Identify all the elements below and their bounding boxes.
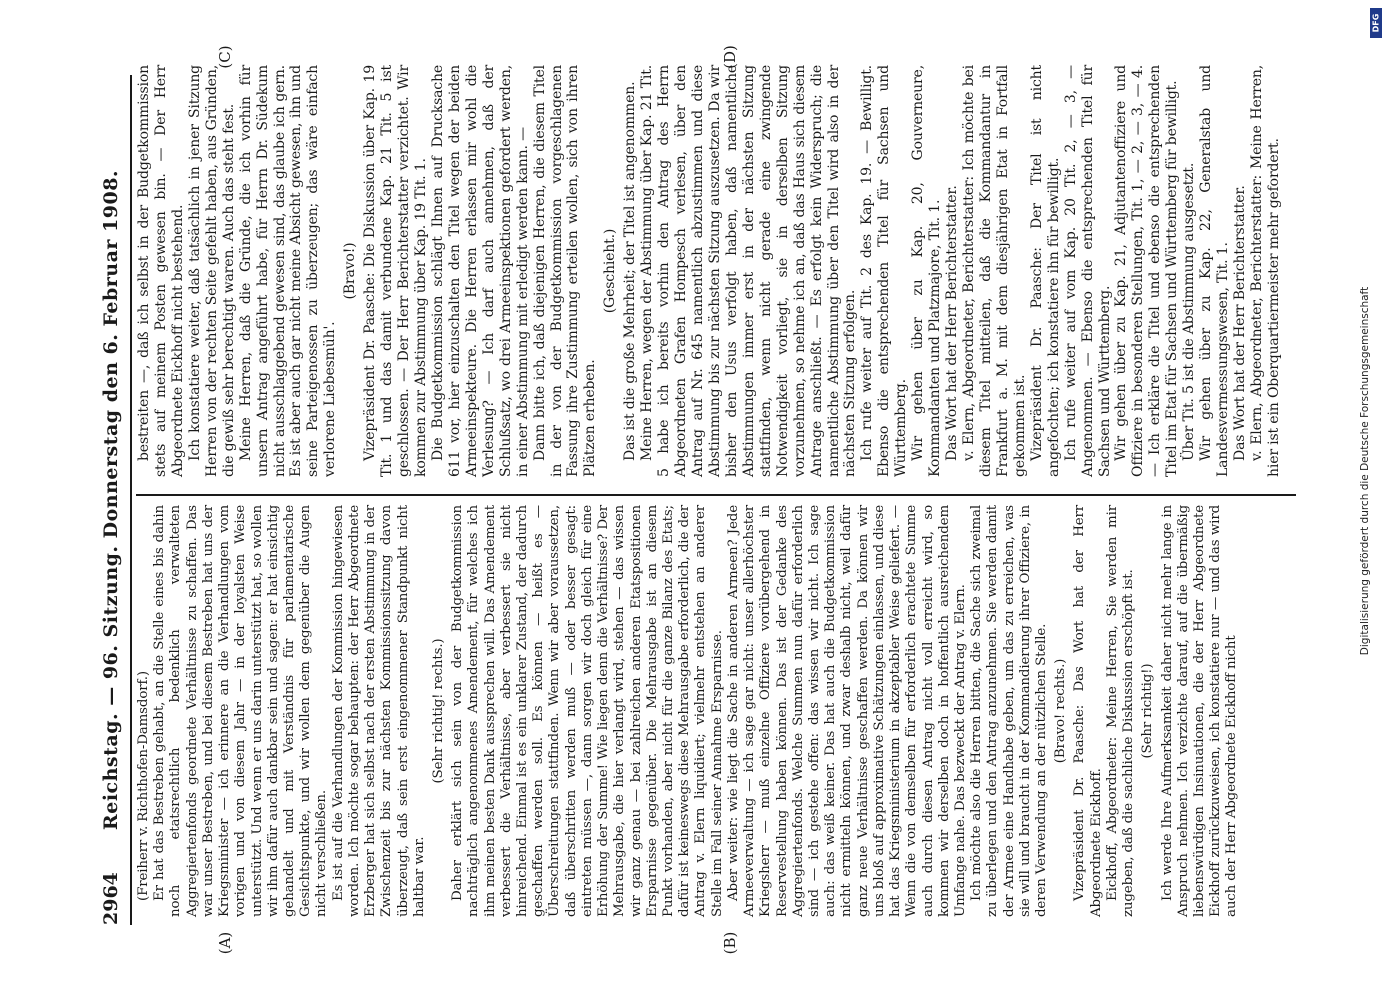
right-column-paragraph: Ich rufe weiter auf vom Kap. 20 Tit. 2, — 3, — Angenommen. — Ebenso die entsprechenden Titel für Sachsen und Württemberg. [1062, 65, 1113, 477]
page-number: 2964 [100, 872, 122, 925]
left-column-paragraph: Daher erklärt sich sein von der Budgetkommission nachträglich angenommenes Amendement, für welches ich ihm meinen besten Dank aussprechen will. Das Amendement verbessert die Verhältnisse, aber verbessert sie nicht hinreichend. Einmal ist es ein unklarer Zustand, der dadurch geschaffen werden soll. Es können — heißt es — Überschreitungen stattfinden. Wenn wir aber voraussetzen, daß überschritten werden muß — oder besser gesagt: eintreten müssen —, dann sorgen wir doch gleich für eine Erhöhung der Summe! Wie liegen denn die Verhältnisse? Der Mehrausgabe, die hier verlangt wird, stehen — das wissen wir ganz genau — bei zahlreichen anderen Etatspositionen Ersparnisse gegenüber. Die Mehrausgabe ist an diesem Punkt vorhanden, aber nicht für die ganze Bilanz des Etats; dafür ist keineswegs diese Mehrausgabe erforderlich, die der Antrag v. Elern liquidiert; vielmehr entstehen an anderer Stelle im Fall seiner Annahme Ersparnisse. [450, 505, 725, 917]
right-column-paragraph: Das Wort hat der Herr Berichterstatter. [1232, 185, 1248, 461]
right-column-paragraph: Wir gehen über zu Kap. 20, Gouverneure, Kommandanten und Platzmajore, Tit. 1. [910, 65, 944, 477]
left-column-paragraph: Eickhoff, Abgeordneter: Meine Herren, Sie werden mir zugeben, daß die sachliche Diskussion erschöpft ist. [1104, 505, 1137, 917]
right-column-paragraph: Meine Herren, wegen der Abstimmung über Kap. 21 Tit. 5 habe ich bereits vorhin den Antrag des Herrn Abgeordneten Grafen Hompesch verlesen, über den Antrag auf Nr. 645 namentlich abzustimmen und diese Abstimmung bis zur nächsten Sitzung auszusetzen. Da wir bisher den Usus verfolgt haben, daß namentliche Abstimmungen immer erst in der nächsten Sitzung stattfinden, wenn nicht gerade eine zwingende Notwendigkeit vorliegt, sie in derselben Sitzung vorzunehmen, so nehme ich an, daß das Haus sich diesem Antrage anschließt. — Es erfolgt kein Widerspruch; die namentliche Abstimmung über den Titel wird also in der nächsten Sitzung erfolgen. [639, 65, 859, 477]
right-text-column [136, 65, 1296, 477]
left-column-paragraph: (Bravo! rechts.) [1053, 658, 1069, 764]
right-column-paragraph: Wir gehen über zu Kap. 22, Generalstab und Landesvermessungswesen, Tit. 1. [1198, 65, 1232, 477]
left-text-column [136, 505, 1296, 917]
right-column-paragraph: v. Elern, Abgeordneter, Berichterstatter: Ich möchte bei diesem Titel mitteilen, daß die Kommandantur in Frankfurt a. M. mit dem diesjährigen Etat in Fortfall gekommen ist. [961, 65, 1028, 477]
digitization-credit [1354, 6, 1376, 996]
dfg-logo-text: DFG [1371, 13, 1381, 33]
left-column-paragraph: Vizepräsident Dr. Paasche: Das Wort hat der Herr Abgeordnete Eickhoff. [1072, 505, 1104, 917]
right-column-paragraph: Meine Herren, daß die Gründe, die ich vorhin für unsern Antrag angeführt habe, für Herrn Dr. Südekum nicht ausschlaggebend gewesen sind, das glaube ich gern. Es ist aber auch gar nicht meine Absicht gewesen, ihn und seine Parteigenossen zu überzeugen; das wäre einfach verlorene Liebesmüh'. [237, 65, 339, 477]
digitization-credit-text: Digitalisierung gefördert durch die Deutsche Forschungsgemeinschaft [1359, 286, 1371, 656]
margin-mark-a: (A) [216, 931, 234, 955]
right-column-paragraph: Die Budgetkommission schlägt Ihnen auf Drucksache 611 vor, hier einzuschalten den Titel wegen der beiden Armeeinspekteure. Die Herren erlassen mir wohl die Verlesung? — Ich darf auch annehmen, daß der Schlußsatz, wo drei Armeeinspektionen gefordert werden, in einer Abstimmung mit erledigt werden kann. — [429, 65, 531, 477]
left-column-paragraph: Aber weiter: wie liegt die Sache in anderen Armeen? Jede Armeeverwaltung — ich sage gar nicht: unser allerhöchster Kriegsherr — muß einzelne Offiziere vorübergehend in Reservestellung haben können. Das ist der Gedanke des Aggregiertenfonds. Welche Summen nun dafür erforderlich sind — ich gestehe offen: das wissen wir nicht. Ich sage auch: das weiß keiner. Das hat auch die Budgetkommission nicht ermitteln können, und zwar deshalb nicht, weil dafür ganz neue Verhältnisse geschaffen werden. Da können wir uns bloß auf approximative Schätzungen einlassen, und diese hat das Kriegsministerium in akzeptabler Weise geliefert. — Wenn die von demselben für erforderlich erachtete Summe auch durch diesen Antrag nicht voll erreicht wird, so kommen wir derselben doch in hoffentlich ausreichendem Umfange nahe. Das bezweckt der Antrag v. Elern. [725, 505, 968, 917]
left-column-paragraph: Ich möchte also die Herren bitten, die Sache sich zweimal zu überlegen und den Antrag anzunehmen. Sie werden damit der Armee eine Handhabe geben, um das zu erreichen, was sie will und braucht in der Kommandierung ihrer Offiziere, in deren Verwendung an der nützlichen Stelle. [969, 505, 1050, 917]
header-rule [130, 75, 132, 925]
left-column-paragraph: (Sehr richtig!) [1140, 663, 1156, 759]
page-header [100, 75, 128, 925]
right-column-paragraph: bestreiten —, daß ich selbst in der Budgetkommission stets auf meinem Posten gewesen bin. — Der Herr Abgeordnete Eickhoff nicht bestehend. [136, 65, 186, 477]
margin-mark-c: (C) [216, 45, 234, 69]
right-column-paragraph: Dann bitte ich, daß diejenigen Herren, die diesem Titel in der von der Budgetkommission vorgeschlagenen Fassung ihre Zustimmung erteilen wollen, sich von ihren Plätzen erheben. [531, 65, 599, 477]
page-header-title: Reichstag. — 96. Sitzung. Donnerstag den 6. Februar 1908. [100, 169, 122, 831]
right-column-paragraph: (Geschieht.) [602, 228, 619, 314]
left-column-paragraph: Es ist auf die Verhandlungen der Kommission hingewiesen worden. Ich möchte sogar behaupten: der Herr Abgeordnete Erzberger hat sich selbst nach der ersten Abstimmung in der Zwischenzeit bis zur nächsten Kommissionssitzung davon überzeugt, daß sein erst eingenommener Standpunkt nicht haltbar war. [330, 505, 427, 917]
document-page [66, 35, 1316, 965]
right-column-paragraph: (Bravo!) [342, 242, 359, 300]
right-column-paragraph: Das ist die große Mehrheit; der Titel ist angenommen. [622, 81, 639, 461]
right-column-paragraph: v. Elern, Abgeordneter, Berichterstatter: Meine Herren, hier ist ein Oberquartiermeister mehr gefordert. [1248, 65, 1282, 477]
left-column-paragraph: Er hat das Bestreben gehabt, an die Stelle eines bis dahin noch etatsrechtlich bedenklich verwalteten Aggregiertenfonds geordnete Verhältnisse zu schaffen. Das war unser Bestreben, und bei diesem Bestreben hat uns der Kriegsminister — ich erinnere an die Verhandlungen vom vorigen und von diesem Jahr — in der loyalsten Weise unterstützt. Und wenn er uns darin unterstützt hat, so wollen wir ihm dafür auch dankbar sein und sagen: er hat einsichtig gehandelt und mit Verständnis für parlamentarische Gesichtspunkte, und wir wollen dem gegenüber die Augen nicht verschließen. [152, 505, 330, 917]
margin-mark-b: (B) [721, 931, 739, 955]
dfg-logo [1370, 8, 1382, 38]
left-column-paragraph: Ich werde Ihre Aufmerksamkeit daher nicht mehr lange in Anspruch nehmen. Ich verzichte darauf, auf die übermäßig liebenswürdigen Insinuationen, die der Herr Abgeordnete Eickhoff zurückzuweisen, ich konstatiere nur — und das wird auch der Herr Abgeordnete Eickhoff nicht [1159, 505, 1240, 917]
right-column-paragraph: Wir gehen über zu Kap. 21, Adjutantenoffiziere und Offiziere in besonderen Stellungen, Tit. 1, — 2, — 3, — 4. — Ich erkläre die Titel und ebenso die entsprechenden Titel im Etat für Sachsen und Württemberg für bewilligt. [1113, 65, 1181, 477]
right-column-paragraph: Das Wort hat der Herr Berichterstatter. [944, 185, 961, 461]
right-column-paragraph: Ich rufe weiter auf Tit. 2 des Kap. 19. — Bewilligt. Ebenso die entsprechenden Titel für Sachsen und Württemberg. [859, 65, 910, 477]
column-divider [136, 494, 1296, 496]
left-column-paragraph: (Freiherr v. Richthofen-Damsdorf.) [136, 671, 151, 901]
right-column-paragraph: Vizepräsident Dr. Paasche: Die Diskussion über Kap. 19 Tit. 1 und das damit verbundene Kap. 21 Tit. 5 ist geschlossen. — Der Herr Berichterstatter verzichtet. Wir kommen zur Abstimmung über Kap. 19 Tit. 1. [362, 65, 429, 477]
right-column-paragraph: Über Tit. 5 ist die Abstimmung ausgesetzt. [1181, 162, 1198, 461]
right-column-paragraph: Vizepräsident Dr. Paasche: Der Titel ist nicht angefochten; ich konstatiere ihn für bewilligt. [1028, 65, 1062, 477]
left-column-paragraph: (Sehr richtig! rechts.) [430, 638, 446, 784]
right-column-paragraph: Ich konstatiere weiter, daß tatsächlich in jener Sitzung Herren von der rechten Seite gefehlt haben, aus Gründen, die gewiß sehr berechtigt waren. Auch das steht fest. [186, 65, 237, 477]
margin-mark-d: (D) [721, 45, 739, 69]
